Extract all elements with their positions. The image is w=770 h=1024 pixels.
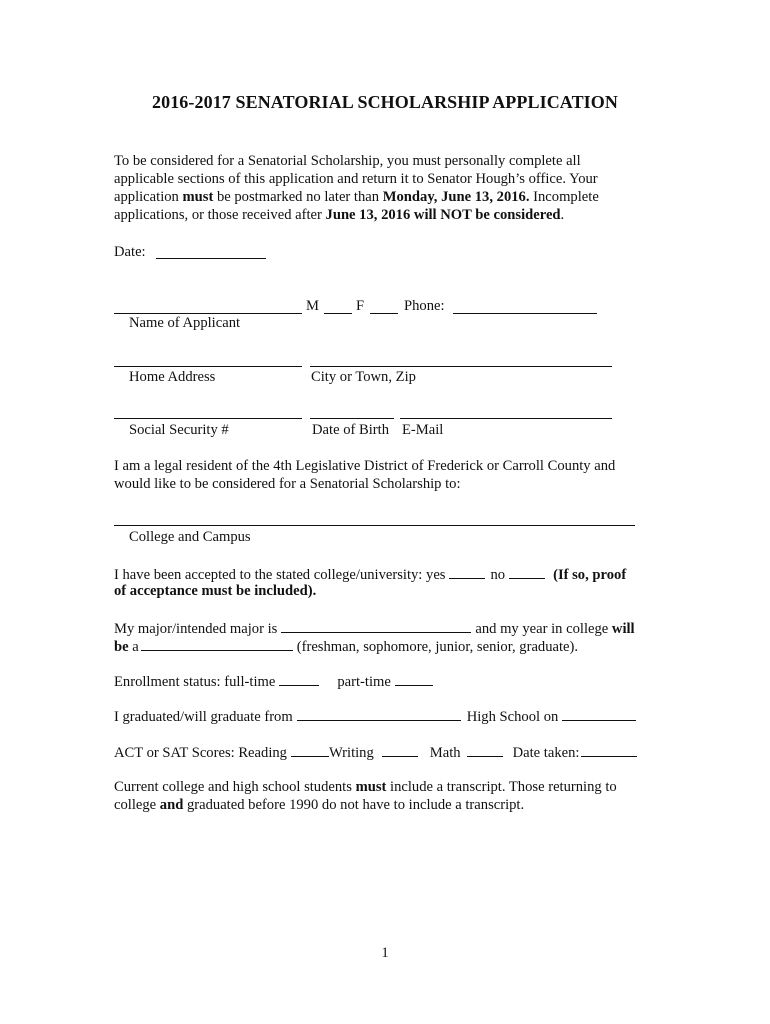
major-line-1: My major/intended major is and my year in college will [114,618,635,638]
college-campus-field[interactable] [114,525,635,526]
ssn-label: Social Security # [129,422,229,438]
graduation-date-field[interactable] [562,706,636,721]
city-zip-label: City or Town, Zip [311,369,416,385]
intro-line-3: application must be postmarked no later than Monday, June 13, 2016. Incomplete [114,189,599,205]
home-address-label: Home Address [129,369,216,385]
email-label: E-Mail [402,422,444,438]
date-label: Date: [114,244,146,260]
scores-line: ACT or SAT Scores: Reading Writing Math Date taken: [114,742,637,762]
accepted-no-field[interactable] [509,564,545,579]
phone-field[interactable] [453,313,597,314]
accepted-yes-field[interactable] [449,564,485,579]
intro-line-4: applications, or those received after June 13, 2016 will NOT be considered. [114,207,565,223]
major-line-2: be a (freshman, sophomore, junior, senior, graduate). [114,636,578,656]
intro-line-1: To be considered for a Senatorial Scholarship, you must personally complete all [114,153,581,169]
name-of-applicant-label: Name of Applicant [129,315,241,331]
transcript-line-1: Current college and high school students must include a transcript. Those returning to [114,779,617,795]
college-campus-label: College and Campus [129,529,251,545]
transcript-line-2: college and graduated before 1990 do not have to include a transcript. [114,797,525,813]
page-number: 1 [381,945,389,961]
residency-line-2: would like to be considered for a Senatorial Scholarship to: [114,476,461,492]
ssn-field[interactable] [114,418,302,419]
major-field[interactable] [281,618,471,633]
date-taken-field[interactable] [581,742,637,757]
gender-f-label: F [356,298,365,314]
math-score-field[interactable] [467,742,503,757]
graduated-line: I graduated/will graduate from High School on [114,706,636,726]
enrollment-line: Enrollment status: full-time part-time [114,671,433,691]
city-zip-field[interactable] [310,366,612,367]
year-field[interactable] [141,636,293,651]
dob-label: Date of Birth [312,422,390,438]
part-time-field[interactable] [395,671,433,686]
home-address-field[interactable] [114,366,302,367]
accepted-line-1: I have been accepted to the stated college/university: yes no (If so, proof [114,564,626,584]
high-school-field[interactable] [297,706,461,721]
residency-line-1: I am a legal resident of the 4th Legislative District of Frederick or Carroll County and [114,458,616,474]
accepted-line-2: of acceptance must be included). [114,583,317,599]
gender-m-field[interactable] [324,313,352,314]
form-title: 2016-2017 SENATORIAL SCHOLARSHIP APPLICATION [152,92,618,112]
writing-score-field[interactable] [382,742,418,757]
phone-label: Phone: [404,298,445,314]
intro-line-2: applicable sections of this application and return it to Senator Hough’s office. Your [114,171,598,187]
gender-f-field[interactable] [370,313,398,314]
dob-field[interactable] [310,418,394,419]
gender-m-label: M [306,298,319,314]
full-time-field[interactable] [279,671,319,686]
reading-score-field[interactable] [291,742,329,757]
date-field[interactable] [156,258,266,259]
email-field[interactable] [400,418,612,419]
